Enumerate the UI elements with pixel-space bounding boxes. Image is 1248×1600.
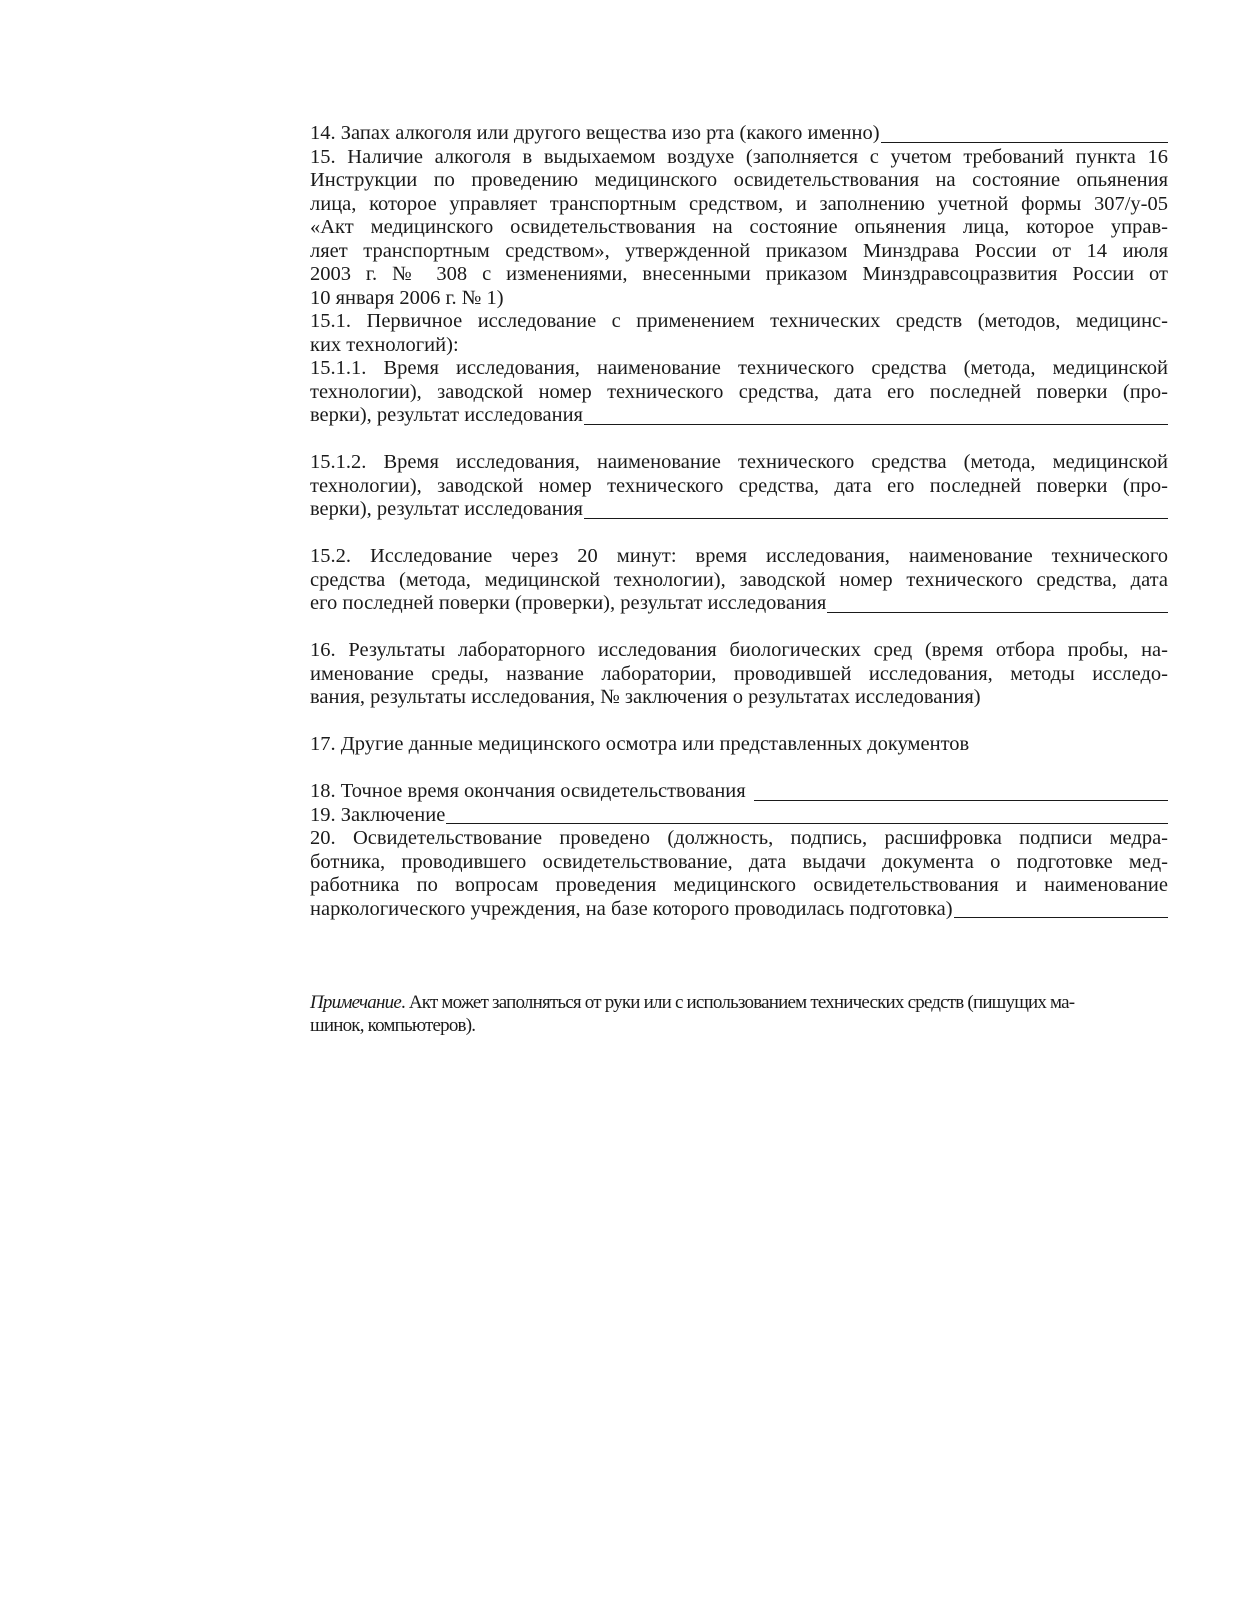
item-15-line-7: 10 января 2006 г. № 1) [310,286,504,309]
item-14 [310,122,1168,146]
item-15-1-2 [310,451,1168,522]
item-15-2-line-2: средства (метода, медицинской технологии), заводской номер технического средства, дата [310,568,1168,591]
item-15-1-1-line-3 [310,404,1168,428]
item-20-line-4-text: наркологического учреждения, на базе которого проводилась подготовка) [310,897,953,920]
item-20-line-2: ботника, проводившего освидетельствование, дата выдачи документа о подготовке мед- [310,850,1168,873]
item-15 [310,146,1168,311]
item-15-1-2-line-3-text: верки), результат исследования [310,498,583,520]
item-16-line-3: вания, результаты исследования, № заключения о результатах исследования) [310,686,981,708]
spacer [310,616,1168,640]
item-15-1-1-line-3-text: верки), результат исследования [310,404,583,426]
item-20-line-1: 20. Освидетельствование проведено (должность, подпись, расшифровка подписи медра- [310,827,1168,849]
item-17: 17. Другие данные медицинского осмотра или представленных документов [310,733,970,755]
item-15-2-line-3 [310,592,1168,616]
spacer [310,522,1168,546]
item-15-2-line-1: 15.2. Исследование через 20 минут: время исследования, наименование технического [310,545,1168,567]
item-15-1-1 [310,357,1168,428]
item-20-line-4 [310,898,1168,922]
item-15-1-2-line-3 [310,498,1168,522]
item-15-line-3: лица, которое управляет транспортным средством, и заполнению учетной формы 307/у-05 [310,192,1168,215]
item-16-line-2: именование среды, название лаборатории, проводившей исследования, методы исследо- [310,662,1168,685]
item-20 [310,827,1168,921]
item-18-text: 18. Точное время окончания освидетельствования [310,780,746,802]
item-15-line-4: «Акт медицинского освидетельствования на состояние опьянения лица, которое управ- [310,216,1168,238]
item-18 [310,780,1168,804]
item-16-line-1: 16. Результаты лабораторного исследования биологических сред (время отбора пробы, на- [310,639,1168,661]
note-lead: Примечание [310,992,401,1013]
act-form-page [310,122,1168,1037]
spacer [310,710,1168,734]
item-15-1-1-blank-line[interactable] [584,424,1168,425]
item-15-1-2-line-1: 15.1.2. Время исследования, наименование технического средства (метода, медицинской [310,451,1168,473]
spacer [310,428,1168,452]
note-line-1 [310,991,1168,1014]
item-20-line-3: работника по вопросам проведения медицинского освидетельствования и наименование [310,874,1168,896]
note-text-1: . Акт может заполняться от руки или с использованием технических средств (пишущих ма- [400,992,1075,1013]
item-15-1-1-line-1: 15.1.1. Время исследования, наименование технического средства (метода, медицинской [310,357,1168,379]
note-line-2: шинок, компьютеров). [310,1015,476,1036]
item-15-line-2: Инструкции по проведению медицинского освидетельствования на состояние опьянения [310,169,1168,191]
item-15-line-6: 2003 г. № 308 с изменениями, внесенными приказом Минздравсоцразвития России от [310,263,1168,285]
item-15-1-2-blank-line[interactable] [584,518,1168,519]
item-15-1-line-2: ких технологий): [310,333,459,356]
item-14-text: 14. Запах алкоголя или другого вещества изо рта (какого именно) [310,122,880,144]
item-15-1-1-line-2: технологии), заводской номер технического средства, дата его последней поверки (про- [310,380,1168,403]
item-15-1-line-1: 15.1. Первичное исследование с применением технических средств (методов, медицинс- [310,310,1168,332]
item-15-line-1: 15. Наличие алкоголя в выдыхаемом воздухе (заполняется с учетом требований пункта 16 [310,145,1168,168]
item-15-2-line-3-text: его последней поверки (проверки), результат исследования [310,592,827,614]
item-14-blank-line[interactable] [881,142,1168,143]
spacer [310,921,1168,991]
item-15-1-2-line-2: технологии), заводской номер технического средства, дата его последней поверки (про- [310,474,1168,497]
item-19 [310,804,1168,828]
item-15-2 [310,545,1168,616]
item-15-2-blank-line[interactable] [827,612,1168,613]
item-19-text: 19. Заключение [310,803,446,826]
item-20-blank-line[interactable] [954,917,1168,918]
note [310,991,1168,1037]
item-15-line-5: ляет транспортным средством», утвержденной приказом Минздрава России от 14 июля [310,239,1168,262]
item-15-1 [310,310,1168,357]
item-19-blank-line[interactable] [446,823,1168,824]
spacer [310,757,1168,781]
item-16 [310,639,1168,710]
item-18-blank-line[interactable] [754,800,1168,801]
